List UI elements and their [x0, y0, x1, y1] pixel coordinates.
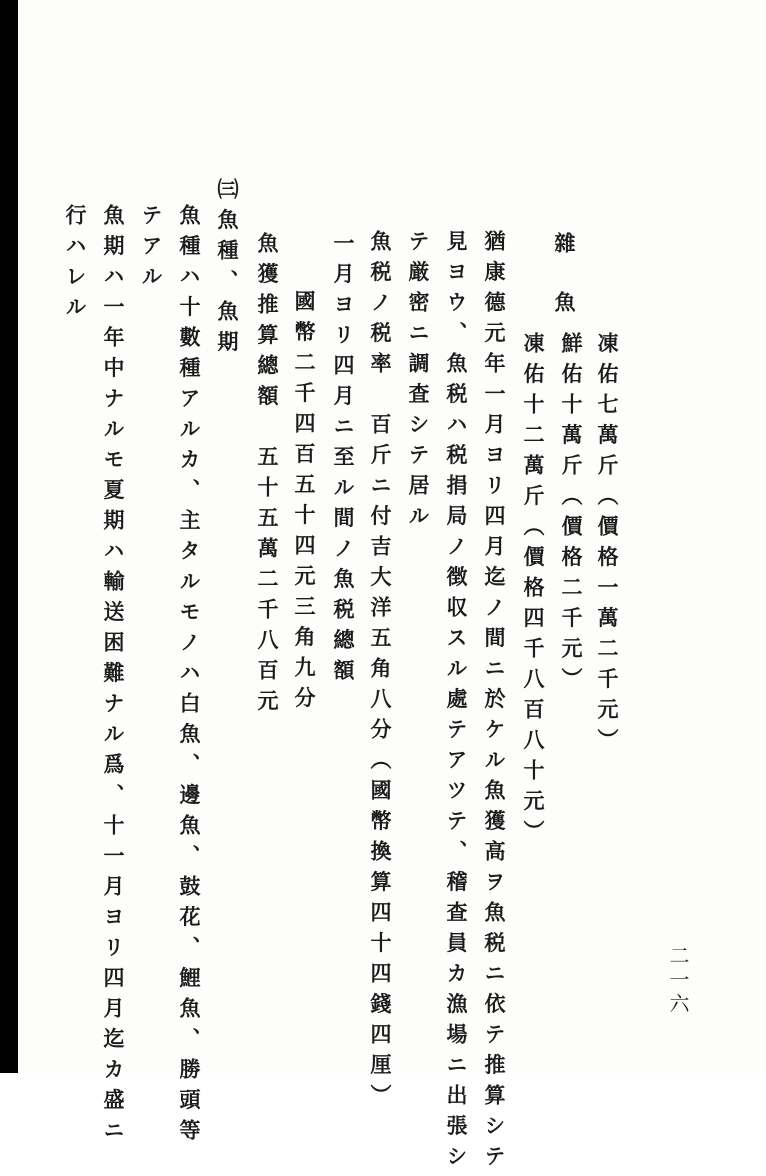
text-column-body-3: テ厳密ニ調査シテ居ル [406, 230, 431, 535]
section-heading-species-season: ㈢魚種、魚期 [215, 178, 240, 361]
text-column-species-1: 魚種ハ十數種アルカ、主タルモノハ白魚、邊魚、鼓花、鯉魚、勝頭等 [177, 204, 202, 1150]
text-column-season-2: 行ハレル [63, 204, 88, 326]
text-column-tax-total-value: 國幣二千四百五十四元三角九分 [292, 290, 317, 717]
text-column-tax-total-label: 一月ヨリ四月ニ至ル間ノ魚税總額 [331, 232, 356, 690]
text-column-body-1: 猶康德元年一月ヨリ四月迄ノ間ニ於ケル魚獲高ヲ魚税ニ依テ推算シテ [482, 230, 507, 1176]
text-column-tax-rate: 魚税ノ税率 百斤ニ付吉大洋五角八分（國幣換算四十四錢四厘） [368, 230, 393, 1115]
text-column-frozen-fish-2: 凍佑十二萬斤（價格四千八百八十元） [521, 332, 546, 851]
text-column-misc-fish-heading: 雜魚 [552, 232, 577, 350]
text-column-catch-estimate: 魚獲推算總額 五十五萬二千八百元 [255, 232, 280, 720]
document-page [18, 0, 766, 1176]
scan-edge [0, 0, 18, 1073]
page-number: 二一六 [666, 945, 690, 1017]
text-column-fresh-fish: 鮮佑十萬斤（價格二千元） [559, 332, 584, 698]
text-column-frozen-fish: 凍佑七萬斤（價格一萬二千元） [595, 332, 620, 759]
text-column-season-1: 魚期ハ一年中ナルモ夏期ハ輸送困難ナル爲、十一月ヨリ四月迄カ盛ニ [101, 204, 126, 1150]
text-column-body-2: 見ヨウ、魚税ハ税捐局ノ徴収スル處テアツテ、稽查員カ漁場ニ出張シ [444, 230, 469, 1176]
text-column-species-2: テアル [139, 204, 164, 296]
